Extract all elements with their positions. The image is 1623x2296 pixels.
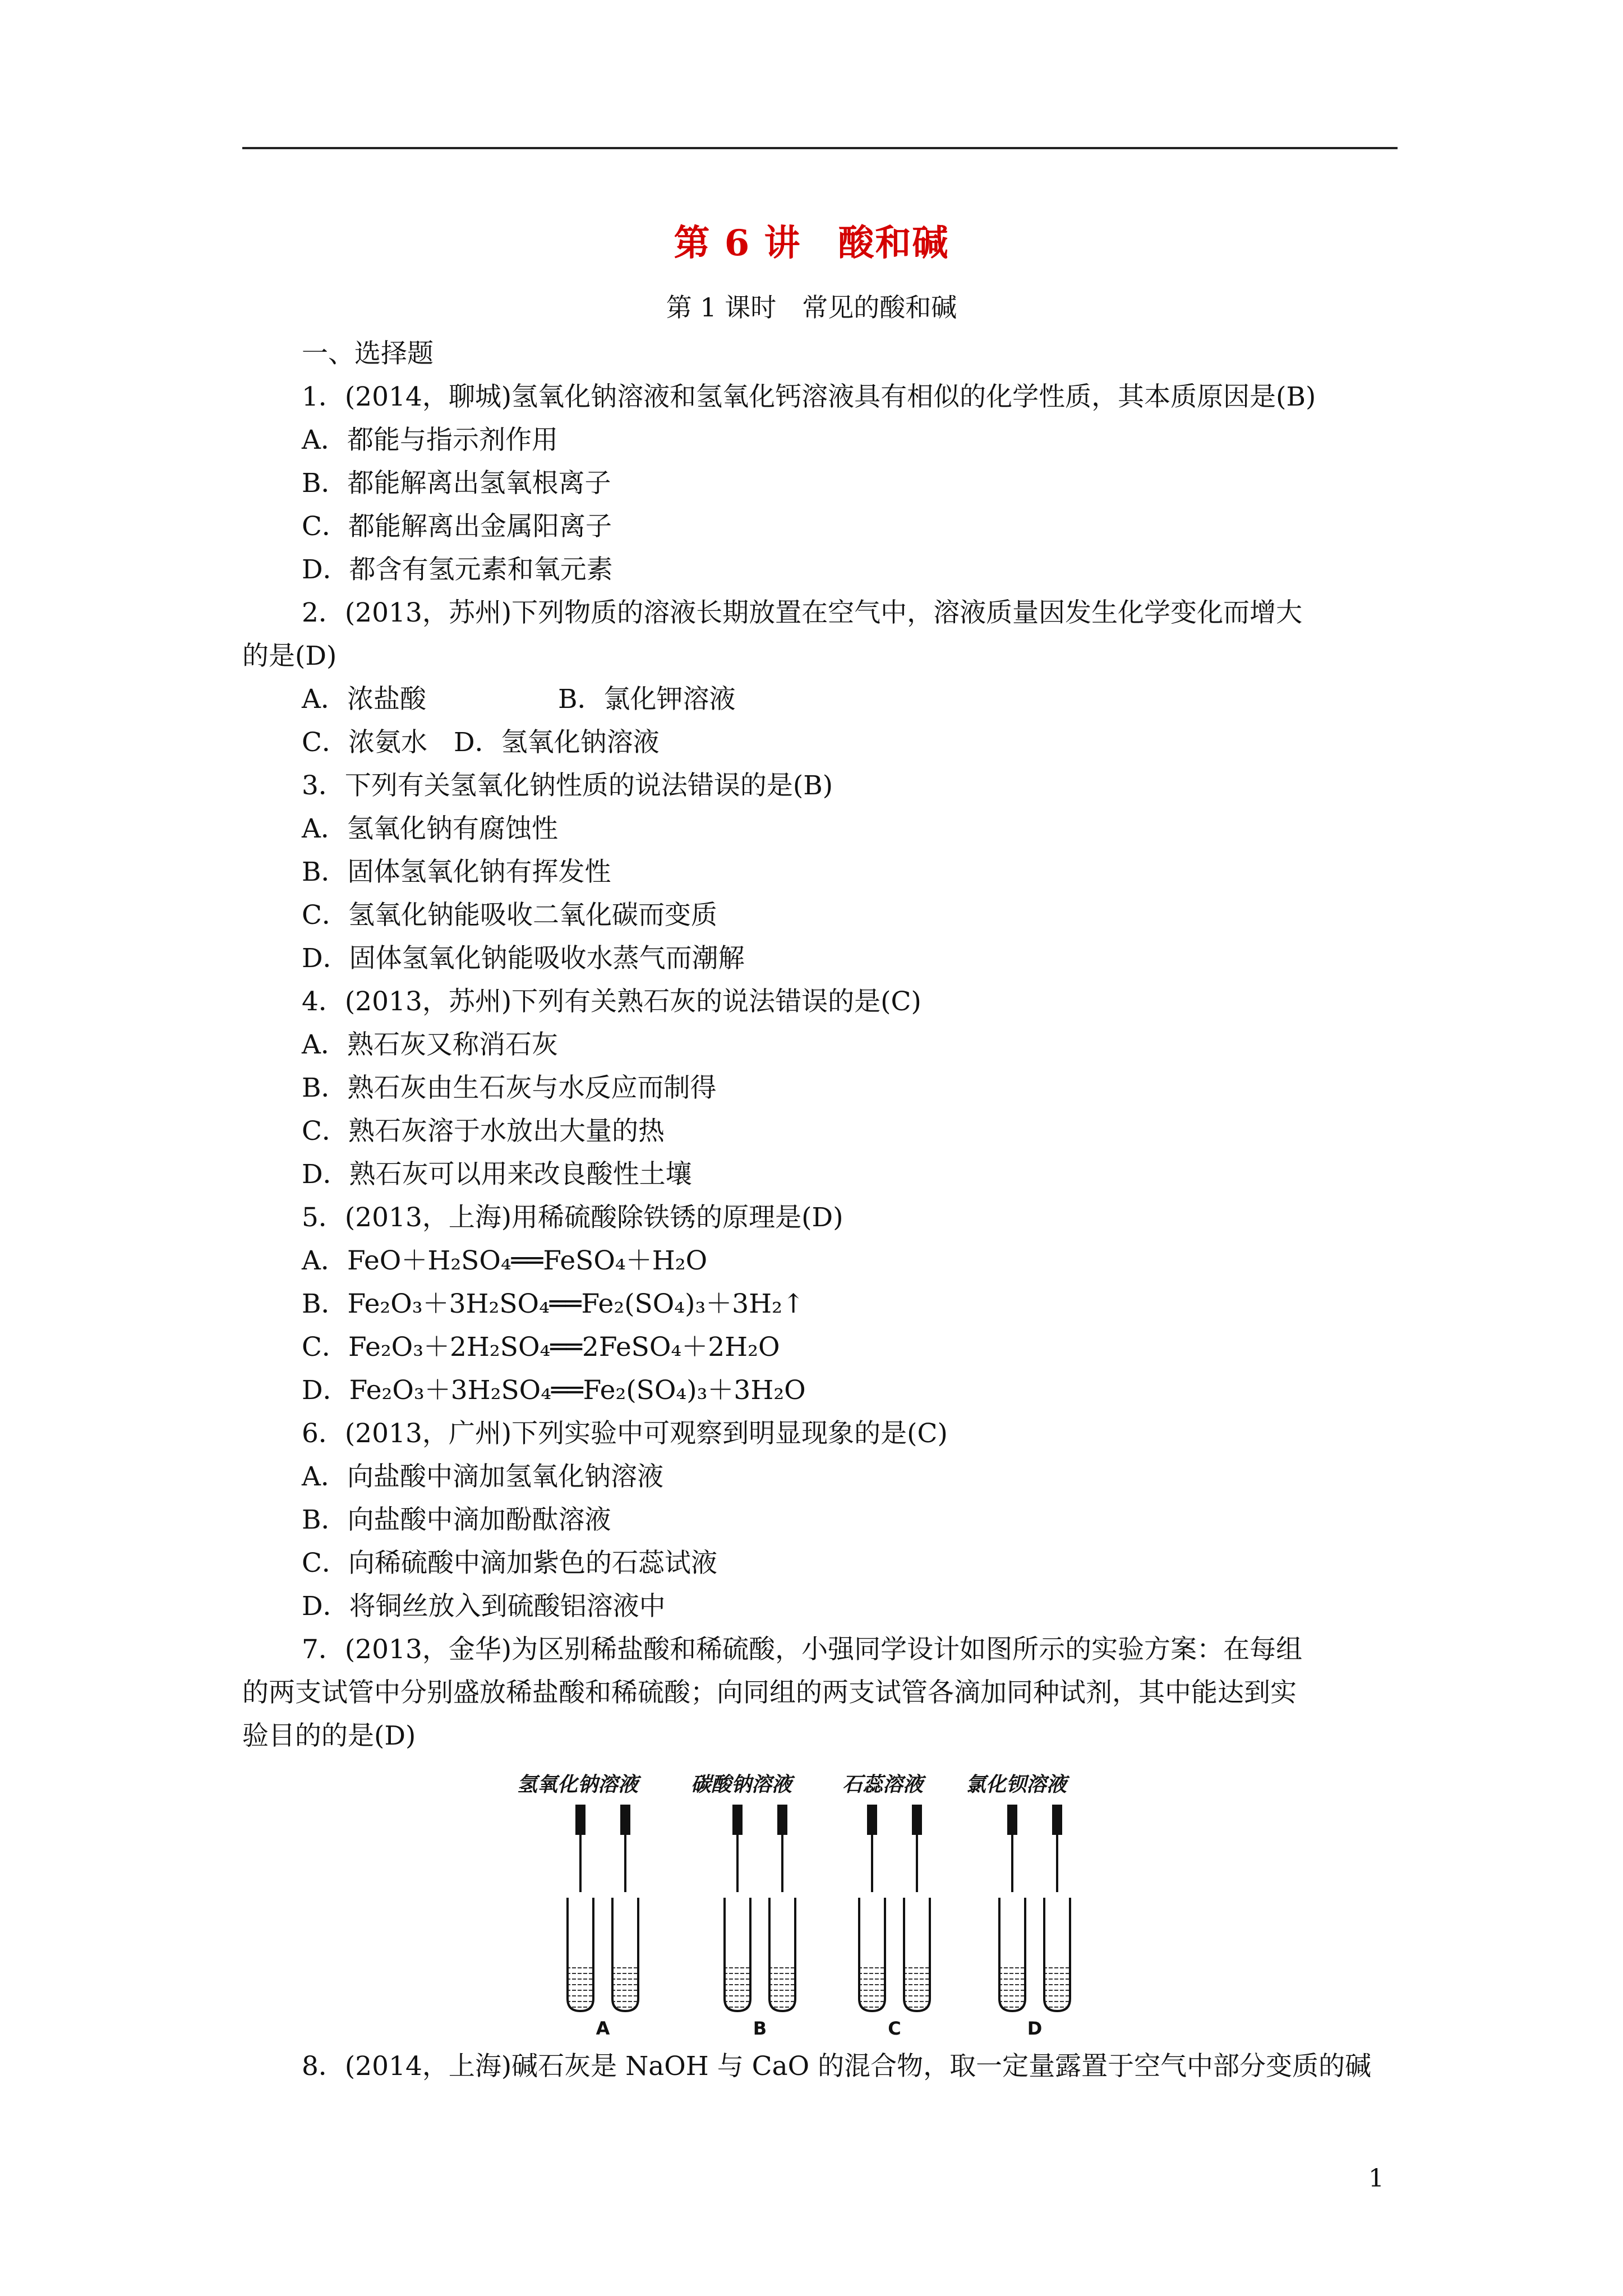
section-heading: 一、选择题: [302, 338, 434, 369]
group-label-a: A: [596, 2018, 610, 2037]
test-tube-figure: [242, 1757, 1398, 2037]
question-2-continued: 的是(D): [242, 641, 337, 671]
option-line: B．熟石灰由生石灰与水反应而制得: [302, 1073, 717, 1103]
dropper-bulb: [913, 1806, 921, 1834]
option-line: A．浓盐酸 B．氯化钾溶液: [302, 684, 736, 715]
question-7-continued: 验目的的是(D): [242, 1720, 416, 1751]
page-subtitle: 第 1 课时 常见的酸和碱: [666, 292, 957, 323]
option-line: B．固体氢氧化钠有挥发性: [302, 857, 611, 887]
liquid: [860, 1965, 884, 2010]
option-line: D．熟石灰可以用来改良酸性土壤: [302, 1159, 692, 1190]
dropper-bulb: [778, 1806, 786, 1834]
question-2: 2．(2013，苏州)下列物质的溶液长期放置在空气中，溶液质量因发生化学变化而增大: [302, 597, 1303, 628]
dropper-bulb: [577, 1806, 584, 1834]
reagent-label-1: 氢氧化钠溶液: [517, 1773, 639, 1796]
equation-option: D．Fe₂O₃＋3H₂SO₄══Fe₂(SO₄)₃＋3H₂O: [302, 1375, 806, 1406]
question-4: 4．(2013，苏州)下列有关熟石灰的说法错误的是(C): [302, 986, 921, 1017]
page-title: 第 6 讲 酸和碱: [674, 222, 949, 264]
liquid: [726, 1965, 749, 2010]
reagent-label-3: 石蕊溶液: [842, 1773, 924, 1796]
liquid: [771, 1965, 794, 2010]
header-rule: [242, 147, 1398, 149]
tube-group-c: [859, 1806, 930, 2011]
option-line: A．熟石灰又称消石灰: [302, 1029, 558, 1060]
option-line: B．向盐酸中滴加酚酞溶液: [302, 1504, 611, 1535]
question-7-continued: 的两支试管中分别盛放稀盐酸和稀硫酸；向同组的两支试管各滴加同种试剂，其中能达到实: [242, 1677, 1297, 1708]
option-line: C．浓氨水 D．氢氧化钠溶液: [302, 727, 660, 758]
tube-group-a: [568, 1806, 638, 2011]
liquid: [905, 1965, 929, 2010]
tube-group-d: [999, 1806, 1070, 2011]
equation-option: B．Fe₂O₃＋3H₂SO₄══Fe₂(SO₄)₃＋3H₂↑: [302, 1289, 805, 1319]
dropper-bulb: [868, 1806, 876, 1834]
equation-option: C．Fe₂O₃＋2H₂SO₄══2FeSO₄＋2H₂O: [302, 1332, 780, 1363]
option-line: D．都含有氢元素和氧元素: [302, 554, 613, 585]
option-line: A．向盐酸中滴加氢氧化钠溶液: [302, 1461, 663, 1492]
reagent-label-2: 碳酸钠溶液: [691, 1773, 792, 1796]
question-3: 3．下列有关氢氧化钠性质的说法错误的是(B): [302, 770, 833, 801]
option-line: C．都能解离出金属阳离子: [302, 511, 612, 542]
dropper-bulb: [621, 1806, 629, 1834]
tube-group-b: [725, 1806, 795, 2011]
option-line: D．固体氢氧化钠能吸收水蒸气而潮解: [302, 943, 745, 974]
dropper-bulb: [734, 1806, 741, 1834]
question-6: 6．(2013，广州)下列实验中可观察到明显现象的是(C): [302, 1418, 948, 1449]
liquid: [614, 1965, 637, 2010]
question-5: 5．(2013，上海)用稀硫酸除铁锈的原理是(D): [302, 1202, 843, 1233]
dropper-bulb: [1008, 1806, 1016, 1834]
option-line: B．都能解离出氢氧根离子: [302, 468, 611, 499]
group-label-d: D: [1027, 2018, 1043, 2037]
page-number: 1: [1368, 2164, 1384, 2193]
question-8: 8．(2014，上海)碱石灰是 NaOH 与 CaO 的混合物，取一定量露置于空气中部分变质的碱: [302, 2051, 1372, 2082]
option-line: D．将铜丝放入到硫酸铝溶液中: [302, 1591, 666, 1622]
liquid: [1045, 1965, 1069, 2010]
liquid: [1000, 1965, 1024, 2010]
option-line: C．向稀硫酸中滴加紫色的石蕊试液: [302, 1548, 717, 1579]
option-line: A．都能与指示剂作用: [302, 425, 558, 455]
reagent-label-4: 氯化钡溶液: [966, 1773, 1067, 1796]
document-body: [242, 332, 1398, 2088]
question-1: 1．(2014，聊城)氢氧化钠溶液和氢氧化钙溶液具有相似的化学性质，其本质原因是(B): [302, 381, 1316, 412]
option-line: A．氢氧化钠有腐蚀性: [302, 813, 558, 844]
liquid: [569, 1965, 592, 2010]
group-label-b: B: [753, 2018, 767, 2037]
equation-option: A．FeO＋H₂SO₄══FeSO₄＋H₂O: [302, 1245, 708, 1276]
option-line: C．熟石灰溶于水放出大量的热: [302, 1116, 665, 1147]
question-7: 7．(2013，金华)为区别稀盐酸和稀硫酸，小强同学设计如图所示的实验方案：在每组: [302, 1634, 1303, 1665]
group-label-c: C: [888, 2018, 901, 2037]
option-line: C．氢氧化钠能吸收二氧化碳而变质: [302, 900, 717, 931]
dropper-bulb: [1053, 1806, 1061, 1834]
